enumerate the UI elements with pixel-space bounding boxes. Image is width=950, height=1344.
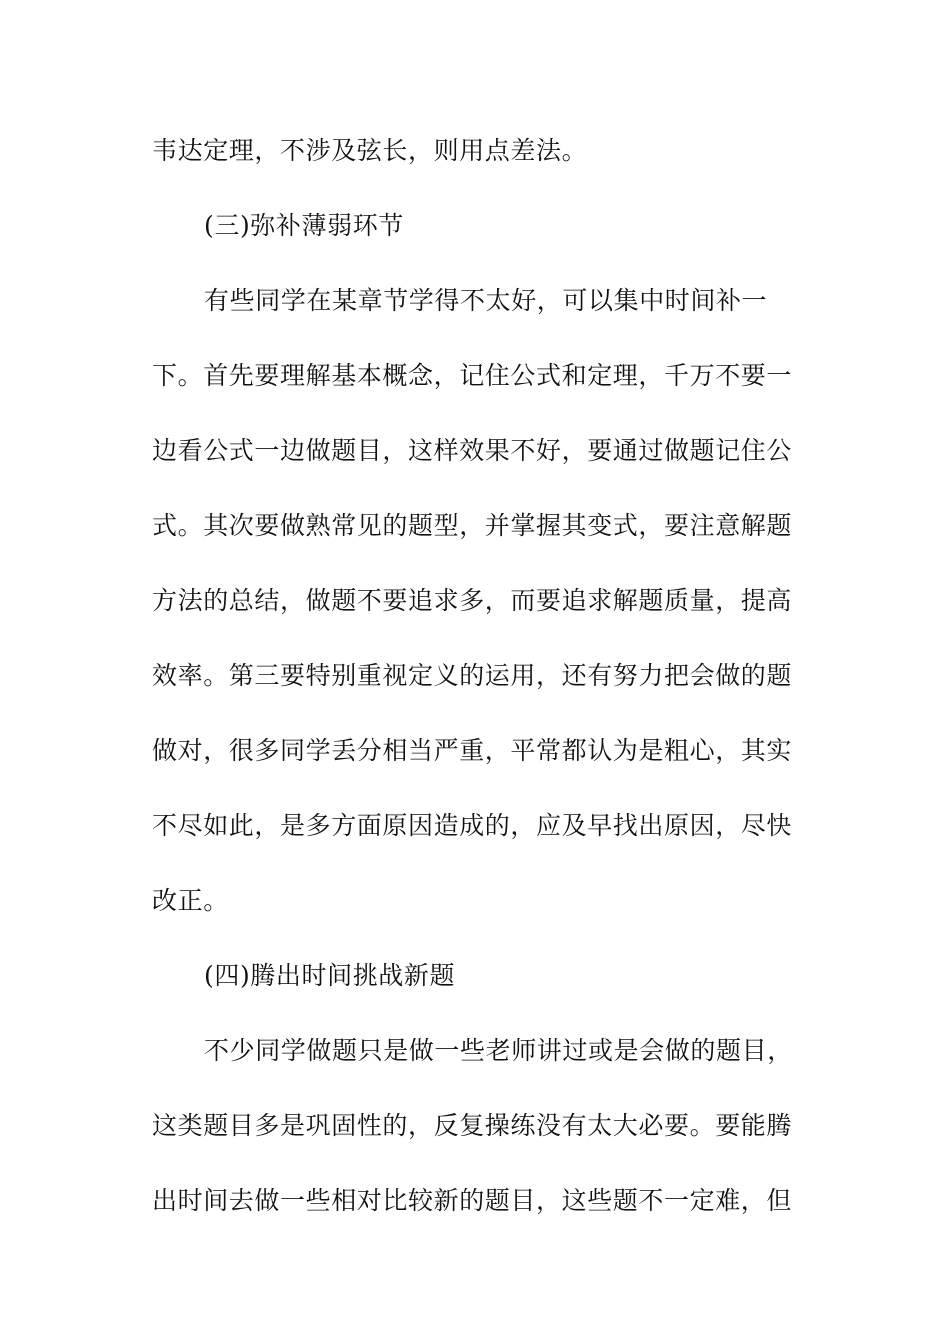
text-line: 这类题目多是巩固性的，反复操练没有太大必要。要能腾 (152, 1111, 793, 1140)
text-line: 效率。第三要特别重视定义的运用，还有努力把会做的题 (152, 661, 793, 690)
text-line: 不少同学做题只是做一些老师讲过或是会做的题目， (204, 1036, 793, 1065)
text-line: 有些同学在某章节学得不太好，可以集中时间补一 (204, 286, 768, 315)
text-line: 式。其次要做熟常见的题型，并掌握其变式，要注意解题 (152, 511, 793, 540)
text-line: 出时间去做一些相对比较新的题目，这些题不一定难，但 (152, 1186, 793, 1215)
text-line: 下。首先要理解基本概念，记住公式和定理，千万不要一 (152, 361, 793, 390)
text-line: 方法的总结，做题不要追求多，而要追求解题质量，提高 (152, 586, 793, 615)
text-line: 改正。 (152, 886, 229, 915)
text-line: 不尽如此，是多方面原因造成的，应及早找出原因，尽快 (152, 811, 793, 840)
section-heading: (三)弥补薄弱环节 (204, 211, 404, 240)
text-line: 韦达定理，不涉及弦长，则用点差法。 (152, 136, 588, 165)
text-line: 做对，很多同学丢分相当严重，平常都认为是粗心，其实 (152, 736, 793, 765)
section-heading: (四)腾出时间挑战新题 (204, 961, 456, 990)
text-line: 边看公式一边做题目，这样效果不好，要通过做题记住公 (152, 436, 793, 465)
